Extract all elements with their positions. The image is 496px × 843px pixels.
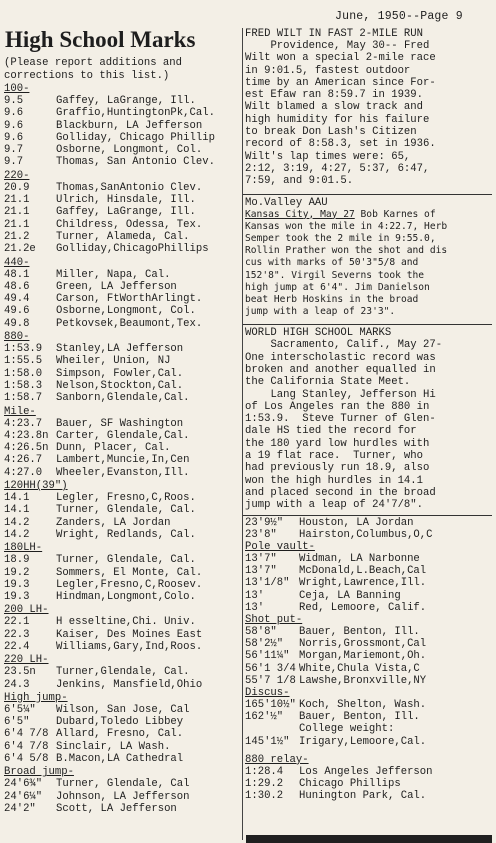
athlete-school: Blackburn, LA Jefferson [56,119,203,132]
mark-row [4,392,242,404]
athlete-school: Williams,Gary,Ind,Roos. [56,640,203,653]
athlete-school: Zanders, LA Jordan [56,516,171,529]
mark-row [4,791,242,803]
mark-value: 4:26.5n [4,442,49,455]
mark-row [245,675,492,687]
mark-value: 23'8" [245,528,277,541]
mark-row [245,766,492,778]
aau-text: Bob Karnes of Kansas won the mile in 4:22.7, Herb Semper took the 2 mile in 9:55.0, Rollin Prather won the shot and dis cus with marks of 50'3"5/8 and 152'8". Virgil Severns took the high jump at 6'4". Jim Danielson beat Herb Hoskins in the broad jump with a leap of 23'3". [245,208,448,318]
athlete-school: Hindman,Longmont,Colo. [56,591,196,604]
mark-row [4,803,242,815]
mark-value: 19.2 [4,566,30,579]
mark-row [4,368,242,380]
mark-row [4,641,242,653]
mark-value: 56'11¼" [245,650,290,663]
mark-value: 22.4 [4,640,30,653]
athlete-school: Bauer, Benton, Ill. [299,711,420,724]
athlete-school: Widman, LA Narbonne [299,552,420,565]
marks-note: (Please report additions and corrections to this list.) [4,57,183,82]
athlete-school: McDonald,L.Beach,Cal [299,565,427,578]
mark-value: 19.3 [4,578,30,591]
mark-row [4,269,242,281]
high-school-marks-column [4,26,242,815]
mark-value: 13' [245,589,265,602]
mark-row [4,120,242,132]
athlete-school: Childress, Odessa, Tex. [56,218,203,231]
mark-value: 49.4 [4,293,30,306]
event-heading: Shot put- [245,613,303,626]
mark-row [4,517,242,529]
mark-value: 19.3 [4,591,30,604]
athlete-school: White,Chula Vista,C [299,662,420,675]
mark-value: 48.6 [4,280,30,293]
mark-row [4,144,242,156]
mark-row [4,132,242,144]
mark-row [4,741,242,753]
athlete-school: Dunn, Placer, Cal. [56,442,171,455]
athlete-school: Gaffey, LaGrange, Ill. [56,206,196,219]
mark-row [4,418,242,430]
mark-row [4,666,242,678]
athlete-school: Wright, Redlands, Cal. [56,528,196,541]
mark-row [4,442,242,454]
mark-value: 6'4 7/8 [4,740,49,753]
mark-value: 13' [245,601,265,614]
athlete-school: Los Angeles Jefferson [299,765,433,778]
mark-value: 1:55.5 [4,355,43,368]
mark-value: 145'1½" [245,735,290,748]
athlete-school: Osborne,Longmont, Col. [56,305,196,318]
mark-row [4,529,242,541]
mark-value: 21.2 [4,230,30,243]
mark-row [4,194,242,206]
mark-row [4,454,242,466]
mark-value: 24'6¼" [4,790,43,803]
mark-value: 22.3 [4,628,30,641]
athlete-school: Sanborn,Glendale,Cal. [56,392,190,405]
mark-value: 56'1 3/4 [245,662,296,675]
mark-row [4,504,242,516]
athlete-school: Wilson, San Jose, Cal [56,703,190,716]
athlete-school: H esseltine,Chi. Univ. [56,616,196,629]
mark-row [4,182,242,194]
mark-row [245,699,492,711]
right-marks [243,515,492,806]
athlete-school: Bauer, Benton, Ill. [299,625,420,638]
mark-value: 13'7" [245,565,277,578]
mark-row [4,616,242,628]
mark-value: 49.6 [4,305,30,318]
mark-value: 9.5 [4,95,24,107]
athlete-school: Sommers, El Monte, Cal. [56,566,203,579]
mark-row [245,577,492,589]
mark-value: 6'4 5/8 [4,753,49,766]
mark-row [4,380,242,392]
event-heading: High jump- [4,691,68,704]
world-article [243,324,492,514]
athlete-school: Wheiler, Union, NJ [56,355,171,368]
athlete-school: Stanley,LA Jefferson [56,343,184,356]
mark-value: 4:26.7 [4,454,43,467]
event-heading: 180LH- [4,542,43,555]
mark-value: 1:53.9 [4,343,43,356]
mark-value: 9.7 [4,144,24,157]
mark-row [245,529,492,541]
event-heading: Discus- [245,686,290,699]
mark-row [4,318,242,330]
mark-value: 13'7" [245,552,277,565]
athlete-school: Houston, LA Jordan [299,516,414,529]
athlete-school: Jenkins, Mansfield,Ohio [56,678,203,691]
wilt-body: Providence, May 30-- Fred Wilt won a special 2-mile race in 9:01.5, fastest outdoor time by an American since For- est Efaw ran 8:59.7 in 1939. Wilt blamed a slow track and high humidity for his failure to break Don Lash's Citizen record of 8:58.3, set in 1936. Wilt's lap times were: 65, 2:12, 3:19, 4:27, 5:37, 6:47, 7:59, and 9:01.5. [245,40,436,188]
mark-row [4,778,242,790]
event-heading: 200 LH- [4,604,49,617]
mark-value [245,723,299,735]
mark-value: 21.1 [4,206,30,219]
mark-row [4,95,242,107]
mark-value: 6'5" [4,716,30,729]
mark-value: 20.9 [4,181,30,194]
mark-row [245,517,492,529]
mark-row [4,467,242,479]
athlete-school: Thomas,SanAntonio Clev. [56,181,203,194]
mark-value: 4:27.0 [4,466,43,479]
athlete-school: Simpson, Fowler,Cal. [56,367,184,380]
athlete-school: Green, LA Jefferson [56,280,177,293]
mark-value: 21.1 [4,218,30,231]
mark-value: 14.1 [4,504,30,517]
athlete-school: Koch, Shelton, Wash. [299,698,427,711]
mark-row [4,107,242,119]
athlete-school: Scott, LA Jefferson [56,802,177,815]
mark-value: 6'5¼" [4,703,36,716]
mark-row [245,778,492,790]
mark-value: 21.2e [4,243,36,256]
athlete-school: Thomas, San Antonio Clev. [56,156,215,169]
mark-row [4,430,242,442]
mark-value: 1:28.4 [245,765,284,778]
event-heading: Pole vault- [245,540,315,553]
athlete-school: Carter, Glendale,Cal. [56,429,190,442]
athlete-school: Ceja, LA Banning [299,589,401,602]
news-column [243,26,492,805]
athlete-school: Golliday,ChicagoPhillips [56,243,209,256]
mark-row [245,736,492,748]
mark-row [4,716,242,728]
mark-value: 14.2 [4,528,30,541]
mark-value: 4:23.8n [4,429,49,442]
athlete-school: Irigary,Lemoore,Cal. [299,735,427,748]
mark-row [4,206,242,218]
mark-row [4,219,242,231]
event-heading: Mile- [4,405,36,418]
mark-value: 9.6 [4,107,24,120]
event-heading: 880- [4,331,30,344]
mark-row [245,590,492,602]
event-heading: 220 LH- [4,654,49,667]
athlete-school: Turner, Alameda, Cal. [56,230,190,243]
mark-row [4,231,242,243]
mark-value: 9.6 [4,119,24,132]
mark-value: 23.5n [4,666,36,679]
mark-value: 162'½" [245,711,284,724]
mark-value: 23'9½" [245,516,284,529]
athlete-school: Legler,Fresno,C,Roosev. [56,578,203,591]
mark-value: 24.3 [4,678,30,691]
athlete-school: Petkovsek,Beaumont,Tex. [56,317,203,330]
mark-row [4,293,242,305]
right-events-list [245,541,492,802]
mark-value: 1:58.0 [4,367,43,380]
mark-value: 1:58.3 [4,379,43,392]
athlete-school: Lambert,Muncie,In,Cen [56,454,190,467]
world-headline: WORLD HIGH SCHOOL MARKS [245,327,392,340]
athlete-school: Chicago Phillips [299,778,401,790]
mark-row [245,626,492,638]
broad-jump-continued [245,517,492,541]
athlete-school: Hairston,Columbus,O,C [299,528,433,541]
mark-row [4,579,242,591]
mark-row [245,553,492,565]
mark-value: 4:23.7 [4,417,43,430]
world-body: Sacramento, Calif., May 27- One interscholastic record was broken and another equalled in the California State Meet. Lang Stanley, Jefferson Hi of Los Angeles ran the 880 in 1:53.9. Steve Turner of Glen- dale HS tied the record for the 180 yard low hurdles with a 19 flat race. Turner, who had previously run 18.9, also won the high hurdles in 14.1 and placed second in the broad jump with a leap of 24'7/8". [245,339,443,512]
bottom-bar [246,835,492,843]
mark-row [245,790,492,802]
athlete-school: Graffio,HuntingtonPk,Cal. [56,107,215,120]
mark-value: 9.7 [4,156,24,169]
athlete-school: Sinclair, LA Wash. [56,740,171,753]
athlete-school: B.Macon,LA Cathedral [56,753,184,766]
mark-value: 14.1 [4,492,30,505]
event-heading: 880 relay- [245,753,309,766]
mark-value: 18.9 [4,554,30,567]
athlete-school: Nelson,Stockton,Cal. [56,379,184,392]
mark-value: 9.6 [4,131,24,144]
mark-value: 1:29.2 [245,778,284,790]
mark-row [4,281,242,293]
athlete-school: Red, Lemoore, Calif. [299,601,427,614]
mark-row [4,243,242,255]
mark-row [4,355,242,367]
event-heading: 440- [4,256,30,269]
mark-row [245,711,492,723]
athlete-school: Dubard,Toledo Libbey [56,716,184,729]
mark-row [245,602,492,614]
athlete-school: Allard, Fresno, Cal. [56,728,184,741]
athlete-school: Ulrich, Hinsdale, Ill. [56,194,196,207]
athlete-school: Turner, Glendale, Cal. [56,504,196,517]
wilt-article [243,26,492,191]
athlete-school: Turner,Glendale, Cal. [56,666,190,679]
marks-title: High School Marks [5,27,196,52]
athlete-school: Wheeler,Evanston,Ill. [56,466,190,479]
mark-value: 49.8 [4,317,30,330]
mark-row [245,663,492,675]
aau-dateline: Kansas City, May 27 [245,208,355,220]
mark-row [4,305,242,317]
mark-value: 165'10½" [245,698,296,711]
athlete-school: Gaffey, LaGrange, Ill. [56,95,196,107]
mark-value: 24'2" [4,802,36,815]
athlete-school: Osborne, Longmont, Col. [56,144,203,157]
mark-row [4,492,242,504]
mark-row [4,728,242,740]
mark-value: 55'7 1/8 [245,674,296,687]
athlete-school: Hunington Park, Cal. [299,790,427,803]
mark-value: 24'6¾" [4,778,43,791]
mark-value: 58'2½" [245,638,284,651]
mark-row [4,591,242,603]
mark-value: 22.1 [4,616,30,629]
mark-row [4,679,242,691]
aau-article [243,194,492,322]
athlete-school: College weight: [299,723,395,736]
mark-value: 48.1 [4,268,30,281]
mark-value: 6'4 7/8 [4,728,49,741]
wilt-headline: FRED WILT IN FAST 2-MILE RUN [245,28,424,40]
marks-list [4,83,242,815]
mark-row [4,753,242,765]
mark-row [245,638,492,650]
aau-body [245,209,492,319]
mark-row [4,704,242,716]
event-heading: 220- [4,169,30,182]
athlete-school: Johnson, LA Jefferson [56,790,190,803]
athlete-school: Morgan,Mariemont,Oh. [299,650,427,663]
mark-value: 14.2 [4,516,30,529]
event-heading: 100- [4,83,30,95]
event-heading: Broad jump- [4,766,74,779]
athlete-school: Norris,Grossmont,Cal [299,638,427,651]
mark-row [4,554,242,566]
mark-row [4,343,242,355]
mark-value: 1:30.2 [245,790,284,803]
athlete-school: Turner, Glendale, Cal [56,778,190,791]
aau-headline: Mo.Valley AAU [245,196,328,209]
athlete-school: Kaiser, Des Moines East [56,628,203,641]
athlete-school: Legler, Fresno,C,Roos. [56,492,196,505]
athlete-school: Turner, Glendale, Cal. [56,554,196,567]
athlete-school: Golliday, Chicago Phillip [56,131,215,144]
mark-value: 21.1 [4,194,30,207]
mark-value: 58'8" [245,625,277,638]
athlete-school: Lawshe,Bronxville,NY [299,674,427,687]
athlete-school: Carson, FtWorthArlingt. [56,293,203,306]
mark-row [4,629,242,641]
athlete-school: Bauer, SF Washington [56,417,184,430]
mark-row [4,156,242,168]
mark-value: 1:58.7 [4,392,43,405]
athlete-school: Wright,Lawrence,Ill. [299,577,427,590]
event-heading: 120HH(39") [4,480,68,493]
mark-row [245,650,492,662]
mark-row [245,723,492,735]
page-header: June, 1950--Page 9 [335,10,463,23]
mark-row [245,565,492,577]
athlete-school: Miller, Napa, Cal. [56,268,171,281]
mark-value: 13'1/8" [245,577,290,590]
mark-row [4,567,242,579]
